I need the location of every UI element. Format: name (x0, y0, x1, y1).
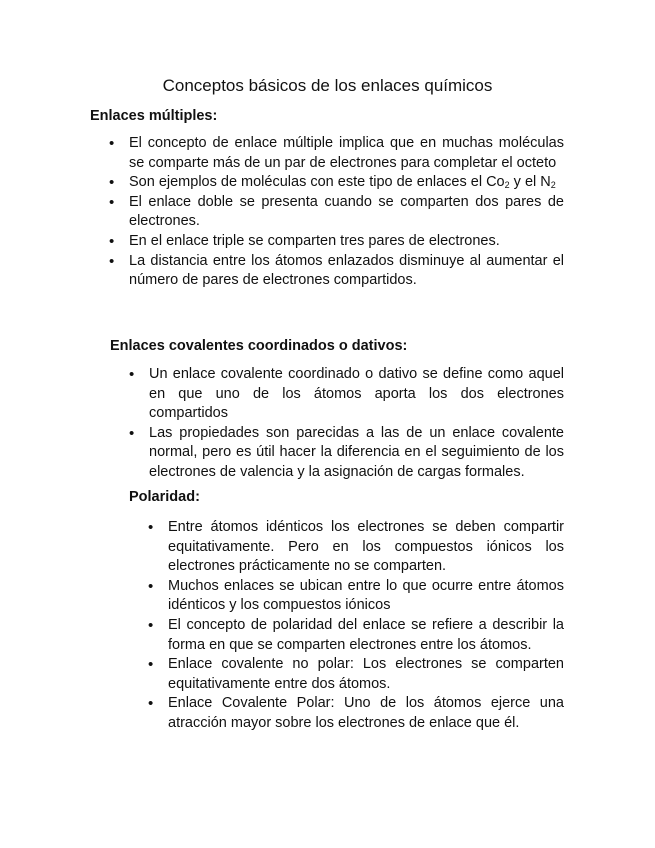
list-item: • Un enlace covalente coordinado o dativo se define como aquel en que uno de los átomos aporta los dos electrones compartidos (129, 365, 564, 424)
subscript: 2 (550, 180, 556, 191)
section-heading: Enlaces múltiples: (90, 108, 218, 124)
bullet-list (129, 365, 564, 483)
list-item: • El enlace doble se presenta cuando se comparten dos pares de electrones. (109, 193, 564, 232)
list-item: • La distancia entre los átomos enlazados disminuye al aumentar el número de pares de electrones compartidos. (109, 252, 564, 291)
page-title: Conceptos básicos de los enlaces químicos (162, 76, 493, 95)
list-item: • El concepto de enlace múltiple implica que en muchas moléculas se comparte más de un par de electrones para completar el octeto (109, 134, 564, 173)
list-item: • Entre átomos idénticos los electrones se deben compartir equitativamente. Pero en los compuestos iónicos los electrones prácticamente no se comparten. (148, 518, 564, 577)
section-enlaces-multiples (90, 107, 564, 291)
list-item: • En el enlace triple se comparten tres pares de electrones. (109, 232, 564, 252)
list-item-text: y el N (509, 174, 551, 191)
list-item (109, 173, 564, 193)
section-polaridad (129, 488, 564, 734)
section-heading: Polaridad: (129, 489, 200, 505)
subscript: 2 (504, 180, 510, 191)
list-item: • Enlace Covalente Polar: Uno de los átomos ejerce una atracción mayor sobre los electrones de enlace que él. (148, 694, 564, 733)
list-item: • El concepto de polaridad del enlace se refiere a describir la forma en que se comparten electrones entre los átomos. (148, 616, 564, 655)
section-enlaces-covalentes-coordinados (110, 337, 564, 483)
list-item: • Enlace covalente no polar: Los electrones se comparten equitativamente entre dos átomos. (148, 655, 564, 694)
list-item: • Las propiedades son parecidas a las de un enlace covalente normal, pero es útil hacer la diferencia en el seguimiento de los electrones de valencia y la asignación de cargas formales. (129, 424, 564, 483)
list-item: • Muchos enlaces se ubican entre lo que ocurre entre átomos idénticos y los compuestos iónicos (148, 577, 564, 616)
list-item-text: Son ejemplos de moléculas con este tipo de enlaces el Co (129, 174, 505, 191)
section-heading: Enlaces covalentes coordinados o dativos: (110, 338, 408, 354)
bullet-list (148, 518, 564, 734)
bullet-list (109, 134, 564, 291)
